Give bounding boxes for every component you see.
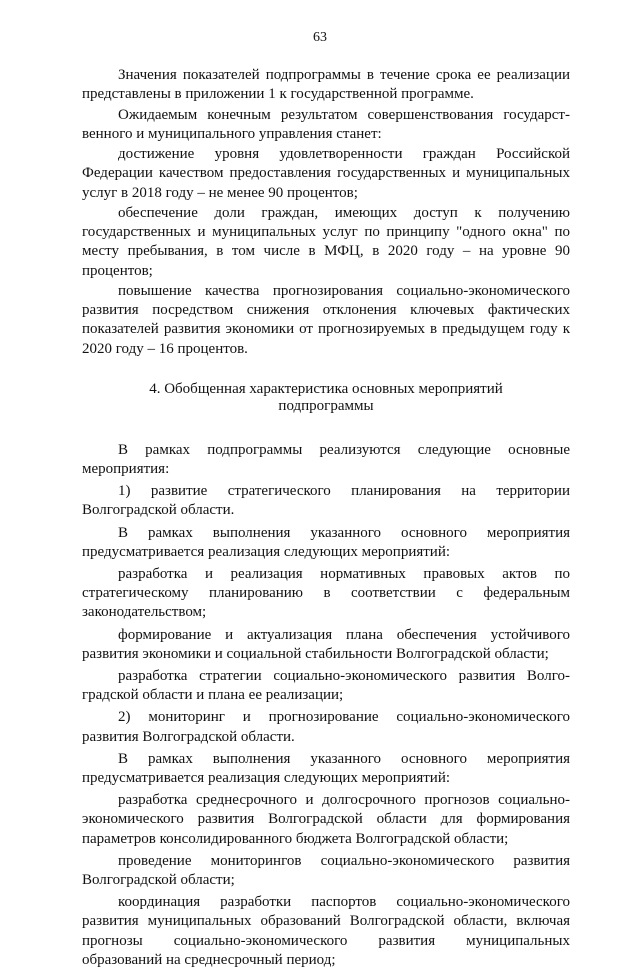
- list-item: проведение мониторингов социально-экономического развития Волгоградской области;: [82, 852, 570, 889]
- paragraph: повышение качества прогнозирования социально-экономического развития посредством снижения отклонения ключевых фактических показателей развития экономики от прогнозируемых в предыдущем году к 2020 году – 16 процентов.: [82, 282, 570, 357]
- list-item: разработка стратегии социально-экономического развития Волгоградской области и плана ее реализации;: [82, 668, 570, 704]
- section-heading: 4. Обобщенная характеристика основных мероприятий подпрограммы: [149, 380, 503, 414]
- list-item: 1) развитие стратегического планирования на территории Волгоградской области.: [82, 483, 570, 519]
- paragraph: Ожидаемым конечным результатом совершенствования государственного и муниципального управления станет:: [82, 106, 570, 142]
- paragraph: В рамках выполнения указанного основного мероприятия предусматривается реализация следующих мероприятий:: [82, 750, 570, 787]
- paragraph: В рамках подпрограммы реализуются следующие основные мероприятия:: [82, 441, 570, 477]
- list-item: формирование и актуализация плана обеспечения устойчивого развития экономики и социальной стабильности Волгоградской области;: [82, 626, 570, 662]
- list-item: разработка и реализация нормативных правовых актов по стратегическому планированию в соответствии с федеральным законодательством;: [82, 566, 570, 621]
- list-item: 2) мониторинг и прогнозирование социально-экономического развития Волгоградской области.: [82, 709, 570, 745]
- list-item: разработка среднесрочного и долгосрочного прогнозов социально-экономического развития Волгоградской области для формирования параметров консолидированного бюджета Волгоградской области;: [82, 792, 570, 847]
- list-item: координация разработки паспортов социально-экономического развития муниципальных образований Волгоградской области, включая прогнозы социально-экономического развития муниципальных образований на среднесрочный период;: [82, 894, 570, 968]
- paragraph: достижение уровня удовлетворенности граждан Российской Федерации качеством предоставления государственных и муниципальных услуг в 2018 году – не менее 90 процентов;: [82, 146, 570, 201]
- paragraph: обеспечение доли граждан, имеющих доступ к получению государственных и муниципальных услуг по принципу "одного окна" по месту пребывания, в том числе в МФЦ, в 2020 году – на уровне 90 процентов;: [82, 204, 570, 279]
- paragraph: Значения показателей подпрограммы в течение срока ее реализации представлены в приложении 1 к государственной программе.: [82, 67, 570, 103]
- paragraph: В рамках выполнения указанного основного мероприятия предусматривается реализация следующих мероприятий:: [82, 524, 570, 560]
- document-body: [82, 66, 570, 973]
- page-number: 63: [313, 30, 327, 45]
